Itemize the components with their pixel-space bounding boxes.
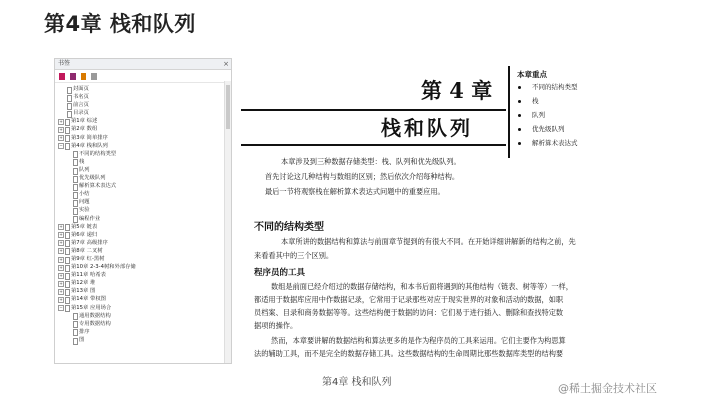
expand-icon[interactable]: + — [59, 118, 63, 124]
bookmark-label: 解析算术表达式 — [79, 183, 117, 190]
bookmark-label: 第15章 应用场合 — [71, 304, 112, 311]
bookmark-label: 第8章 二叉树 — [71, 247, 103, 254]
bookmark-find-icon[interactable] — [81, 73, 86, 80]
body-line: 都适用于数据库应用中作数据记录，它常用于记录那些对应于现实世界的对象和活动的数据，如职 — [254, 295, 564, 304]
bookmark-label: 栈 — [79, 158, 85, 165]
bookmark-label: 通用数据结构 — [79, 312, 111, 319]
body-line: 数组是前面已经介绍过的数据存储结构，和本书后面将遇到的其他结构（链表、树等等）一样， — [271, 282, 573, 291]
intro-line: 首先讨论这几种结构与数组的区别；然后依次介绍每种结构。 — [265, 172, 460, 181]
key-points-box — [508, 66, 659, 158]
expand-icon[interactable]: + — [59, 272, 63, 278]
document-page — [241, 58, 659, 364]
bookmark-item[interactable] — [55, 231, 231, 239]
bookmark-label: 小结 — [79, 191, 90, 198]
expand-icon[interactable]: + — [59, 232, 63, 238]
collapse-icon[interactable]: − — [59, 143, 63, 149]
bookmark-item[interactable] — [55, 142, 231, 150]
body-line: 法的辅助工具，而不是完全的数据存储工具。这些数据结构的生命周期比那些数据库类型的结构要 — [254, 349, 564, 358]
bookmark-item[interactable] — [55, 206, 231, 214]
key-points-title: 本章重点 — [517, 70, 547, 79]
bookmark-item[interactable] — [55, 255, 231, 263]
body-line: 据项的操作。 — [254, 321, 298, 330]
figure-caption: 第4章 栈和队列 — [322, 377, 392, 388]
bookmark-label: 第13章 图 — [71, 288, 96, 295]
bookmark-item[interactable] — [55, 247, 231, 255]
bookmarks-scrollbar[interactable] — [224, 81, 231, 363]
bookmark-item[interactable] — [55, 109, 231, 117]
bookmark-label: 第12章 堆 — [71, 280, 96, 287]
key-point-item: 优先级队列 — [518, 124, 565, 133]
key-point-item: 队列 — [518, 110, 545, 119]
bookmark-label: 目录页 — [73, 110, 89, 117]
bookmark-tree — [55, 83, 231, 344]
bookmark-item[interactable] — [55, 312, 231, 320]
bookmark-label: 队列 — [79, 166, 90, 173]
bookmarks-title: 书签 — [58, 60, 71, 67]
expand-icon[interactable]: + — [59, 280, 63, 286]
expand-icon[interactable]: + — [59, 297, 63, 303]
bookmark-item[interactable] — [55, 150, 231, 158]
bookmark-item[interactable] — [55, 158, 231, 166]
bookmark-label: 不同的结构类型 — [79, 150, 117, 157]
bookmark-item[interactable] — [55, 215, 231, 223]
expand-icon[interactable]: + — [59, 127, 63, 133]
bookmark-label: 第2章 数组 — [71, 126, 98, 133]
key-point-item: 不同的结构类型 — [518, 82, 578, 91]
bookmark-item[interactable] — [55, 304, 231, 312]
bullet-icon — [518, 128, 521, 131]
section-line: 来看看其中的三个区别。 — [254, 251, 334, 260]
bookmark-item[interactable] — [55, 223, 231, 231]
expand-icon[interactable]: + — [59, 264, 63, 270]
bookmark-item[interactable] — [55, 198, 231, 206]
bookmark-label: 第4章 栈和队列 — [71, 142, 108, 149]
bookmarks-header — [55, 59, 231, 70]
bookmark-label: 书名页 — [73, 94, 89, 101]
bookmark-item[interactable] — [55, 295, 231, 303]
section-heading: 不同的结构类型 — [254, 222, 324, 233]
bookmark-item[interactable] — [55, 328, 231, 336]
bookmark-item[interactable] — [55, 117, 231, 125]
bookmark-label: 封面页 — [73, 86, 89, 92]
bookmark-item[interactable] — [55, 166, 231, 174]
bookmark-label: 专用数据结构 — [79, 320, 111, 327]
bookmark-label: 实验 — [79, 207, 90, 214]
expand-icon[interactable]: + — [59, 135, 63, 141]
subsection-heading: 程序员的工具 — [254, 268, 306, 278]
bookmark-add-icon[interactable] — [59, 73, 65, 80]
bookmark-label: 第11章 哈希表 — [71, 272, 106, 279]
title-rule-top — [241, 109, 506, 111]
bookmark-item[interactable] — [55, 279, 231, 287]
bookmark-item[interactable] — [55, 125, 231, 133]
bookmark-label: 第3章 简单排序 — [71, 134, 108, 141]
bookmark-delete-icon[interactable] — [70, 73, 76, 80]
intro-line: 本章涉及到三种数据存储类型：栈、队列和优先级队列。 — [281, 157, 461, 166]
intro-line: 最后一节将观察栈在解析算术表达式问题中的重要应用。 — [265, 187, 445, 196]
bookmarks-toolbar — [55, 70, 231, 83]
bookmark-label: 前言页 — [73, 102, 89, 109]
bookmarks-pane — [54, 58, 232, 364]
bookmark-label: 第6章 递归 — [71, 231, 98, 238]
bookmark-item[interactable] — [55, 93, 231, 101]
bookmark-item[interactable] — [55, 263, 231, 271]
bookmark-item[interactable] — [55, 101, 231, 109]
bookmark-item[interactable] — [55, 287, 231, 295]
expand-icon[interactable]: + — [59, 256, 63, 262]
bullet-icon — [518, 86, 521, 89]
bookmark-label: 第9章 红-黑树 — [71, 255, 105, 262]
bookmark-label: 编程作业 — [79, 215, 101, 222]
chapter-number: 第 4 章 — [421, 78, 493, 103]
bookmark-label: 图 — [79, 336, 85, 343]
scrollbar-thumb[interactable] — [226, 85, 230, 129]
key-point-item: 解析算术表达式 — [518, 138, 578, 147]
bookmark-icon — [73, 338, 78, 345]
bullet-icon — [518, 142, 521, 145]
bookmark-item[interactable] — [55, 134, 231, 142]
bookmark-item[interactable] — [55, 174, 231, 182]
bookmark-item[interactable] — [55, 239, 231, 247]
page-title: 第4章 栈和队列 — [44, 12, 196, 36]
bookmark-label: 优先级队列 — [79, 175, 106, 182]
body-line: 然而，本章要讲解的数据结构和算法更多的是作为程序员的工具来运用。它们主要作为构思算 — [271, 336, 566, 345]
section-line: 本章所讲的数据结构和算法与前面章节提到的有很大不同。在开始详细讲解新的结构之前，先 — [281, 237, 576, 246]
bookmark-item[interactable] — [55, 320, 231, 328]
bookmark-item[interactable] — [55, 85, 231, 93]
close-icon[interactable]: × — [223, 60, 229, 68]
bookmark-label: 排序 — [79, 328, 90, 335]
key-point-item: 栈 — [518, 96, 539, 105]
title-rule-bottom — [241, 144, 506, 146]
bookmark-label: 第7章 高级排序 — [71, 239, 108, 246]
bookmark-item[interactable] — [55, 190, 231, 198]
bookmark-label: 第5章 链表 — [71, 223, 98, 230]
bookmark-label: 第14章 带权图 — [71, 296, 106, 303]
pdf-viewer-screenshot — [54, 58, 659, 364]
expand-icon[interactable]: + — [59, 224, 63, 230]
bookmark-options-icon[interactable] — [91, 73, 97, 80]
expand-icon[interactable]: + — [59, 240, 63, 246]
chapter-name: 栈和队列 — [381, 116, 473, 140]
body-line: 员档案、目录和商务数据等等。这些结构便于数据的访问：它们易于进行插入、删除和查找特定数 — [254, 308, 564, 317]
expand-icon[interactable]: + — [59, 288, 63, 294]
bookmark-label: 问题 — [79, 199, 90, 206]
bookmark-item[interactable] — [55, 336, 231, 344]
bullet-icon — [518, 100, 521, 103]
bullet-icon — [518, 114, 521, 117]
bookmark-label: 第1章 综述 — [71, 118, 98, 125]
bookmark-item[interactable] — [55, 271, 231, 279]
bookmark-label: 第10章 2-3-4树和外部存储 — [71, 264, 136, 271]
bookmark-item[interactable] — [55, 182, 231, 190]
collapse-icon[interactable]: − — [59, 305, 63, 311]
expand-icon[interactable]: + — [59, 248, 63, 254]
watermark: @稀土掘金技术社区 — [558, 382, 657, 395]
